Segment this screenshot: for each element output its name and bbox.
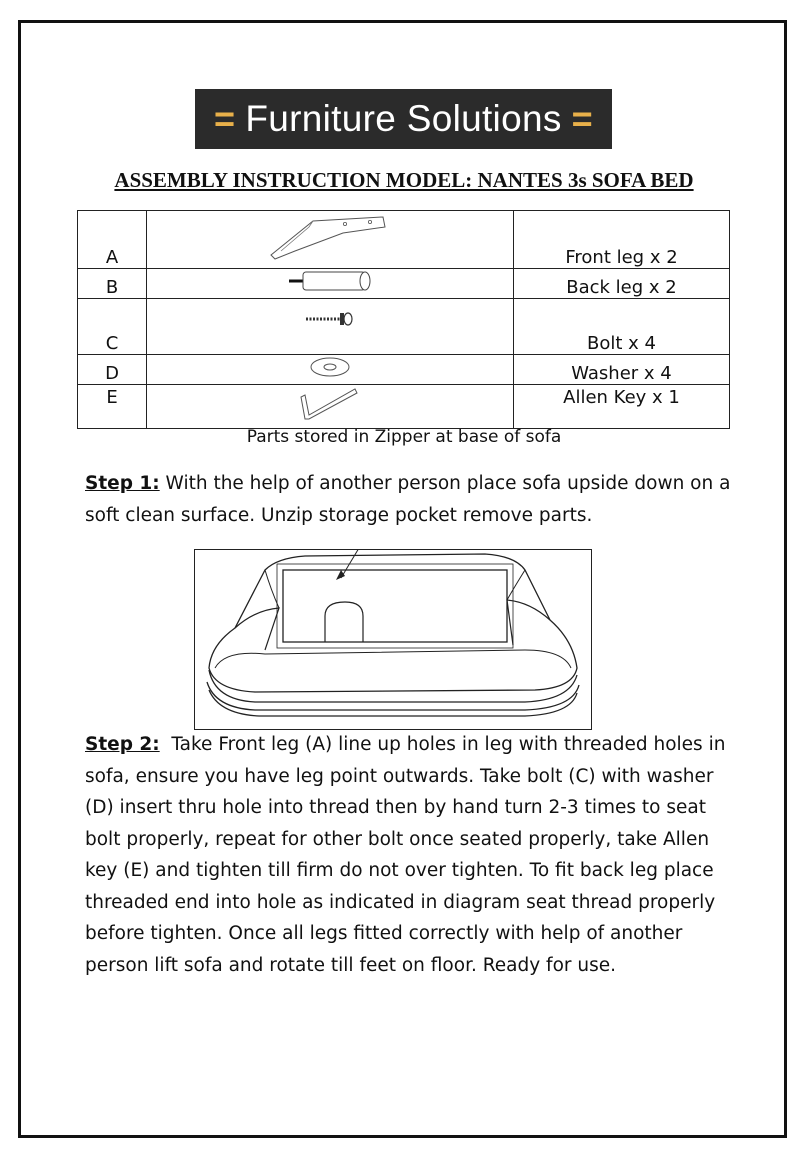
- sofa-diagram: [194, 549, 592, 730]
- part-desc: Washer x 4: [514, 355, 730, 385]
- part-letter: B: [78, 269, 147, 299]
- step-2-text: Take Front leg (A) line up holes in leg with threaded holes in sofa, ensure you have leg point outwards. Take bolt (C) with washer (D) insert thru hole into thread then by hand turn 2-3 times to seat bolt properly, repeat for other bolt once seated properly, take Allen key (E) and tighten till firm do not over tighten. To fit back leg place threaded end into hole as indicated in diagram seat thread properly before tighten. Once all legs fitted correctly with help of another person lift sofa and rotate till feet on floor. Ready for use.: [85, 734, 732, 976]
- parts-row-a: [78, 211, 730, 269]
- parts-row-b: [78, 269, 730, 299]
- part-letter: D: [78, 355, 147, 385]
- parts-row-d: [78, 355, 730, 385]
- part-letter: C: [78, 299, 147, 355]
- step-2-paragraph: [85, 729, 735, 981]
- part-letter: E: [78, 385, 147, 429]
- part-desc: Bolt x 4: [514, 299, 730, 355]
- logo-text: Furniture Solutions: [245, 98, 562, 139]
- step-2-label: Step 2:: [85, 734, 160, 755]
- washer-icon: [147, 355, 514, 385]
- brand-logo: [195, 89, 612, 149]
- front-leg-icon: [147, 211, 514, 269]
- part-desc: Allen Key x 1: [514, 385, 730, 429]
- step-1-label: Step 1:: [85, 473, 160, 494]
- logo-bar-right: =: [571, 98, 593, 139]
- step-1-paragraph: [85, 468, 735, 531]
- step-1-text: With the help of another person place sofa upside down on a soft clean surface. Unzip storage pocket remove parts.: [85, 473, 737, 526]
- part-desc: Front leg x 2: [514, 211, 730, 269]
- parts-table: [77, 210, 730, 429]
- page-title: ASSEMBLY INSTRUCTION MODEL: NANTES 3s SOFA BED: [114, 168, 694, 192]
- part-letter: A: [78, 211, 147, 269]
- part-desc: Back leg x 2: [514, 269, 730, 299]
- parts-row-e: [78, 385, 730, 429]
- parts-caption: Parts stored in Zipper at base of sofa: [246, 427, 562, 447]
- logo-bar-left: =: [214, 98, 236, 139]
- bolt-icon: [147, 299, 514, 355]
- back-leg-icon: [147, 269, 514, 299]
- allen-key-icon: [147, 385, 514, 429]
- parts-row-c: [78, 299, 730, 355]
